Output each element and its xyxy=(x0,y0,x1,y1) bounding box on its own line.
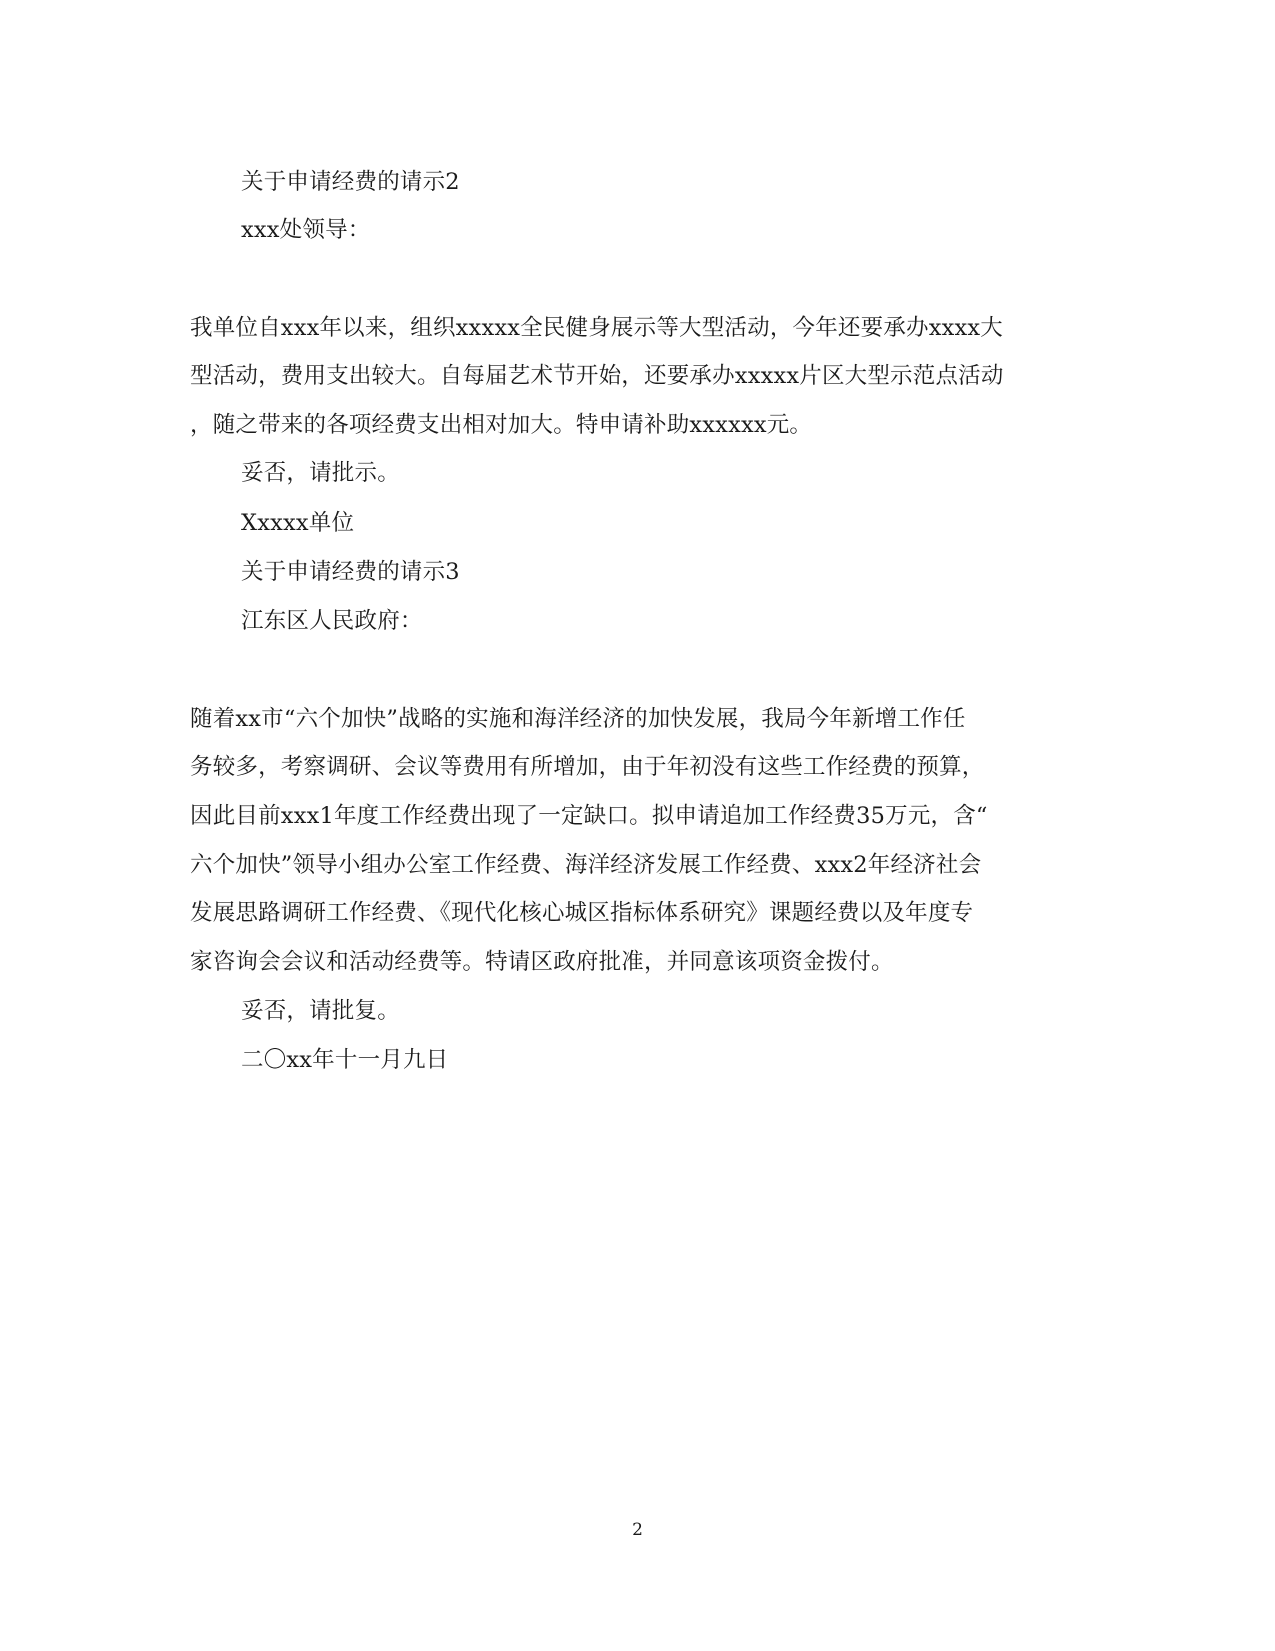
request-2-body-line-2: 型活动，费用支出较大。自每届艺术节开始，还要承办xxxxx片区大型示范点活动 xyxy=(190,363,1004,389)
request-3-body-line-5: 发展思路调研工作经费、《现代化核心城区指标体系研究》课题经费以及年度专 xyxy=(190,900,974,926)
request-2-salutation: xxx处领导： xyxy=(241,217,371,243)
request-3-body-line-6: 家咨询会会议和活动经费等。特请区政府批准，并同意该项资金拨付。 xyxy=(190,949,894,975)
request-3-body-line-2: 务较多，考察调研、会议等费用有所增加，由于年初没有这些工作经费的预算， xyxy=(190,754,985,780)
request-3-body-line-3: 因此目前xxx1年度工作经费出现了一定缺口。拟申请追加工作经费35万元，含“ xyxy=(190,803,988,829)
request-2-body-line-1: 我单位自xxx年以来，组织xxxxx全民健身展示等大型活动，今年还要承办xxxx大 xyxy=(190,315,1003,341)
request-2-body-line-3: ，随之带来的各项经费支出相对加大。特申请补助xxxxxx元。 xyxy=(190,412,813,438)
request-3-body-line-1: 随着xx市“六个加快”战略的实施和海洋经济的加快发展，我局今年新增工作任 xyxy=(190,706,966,732)
request-2-title: 关于申请经费的请示2 xyxy=(241,169,460,195)
request-3-closing: 妥否，请批复。 xyxy=(241,998,400,1024)
request-3-body-line-4: 六个加快”领导小组办公室工作经费、海洋经济发展工作经费、xxx2年经济社会 xyxy=(190,852,982,878)
request-3-title: 关于申请经费的请示3 xyxy=(241,559,460,585)
request-2-signature: Xxxxx单位 xyxy=(241,510,355,536)
request-3-salutation: 江东区人民政府： xyxy=(241,608,423,634)
request-2-closing: 妥否，请批示。 xyxy=(241,460,400,486)
page-number: 2 xyxy=(632,1520,643,1540)
request-3-date: 二〇xx年十一月九日 xyxy=(241,1047,449,1073)
